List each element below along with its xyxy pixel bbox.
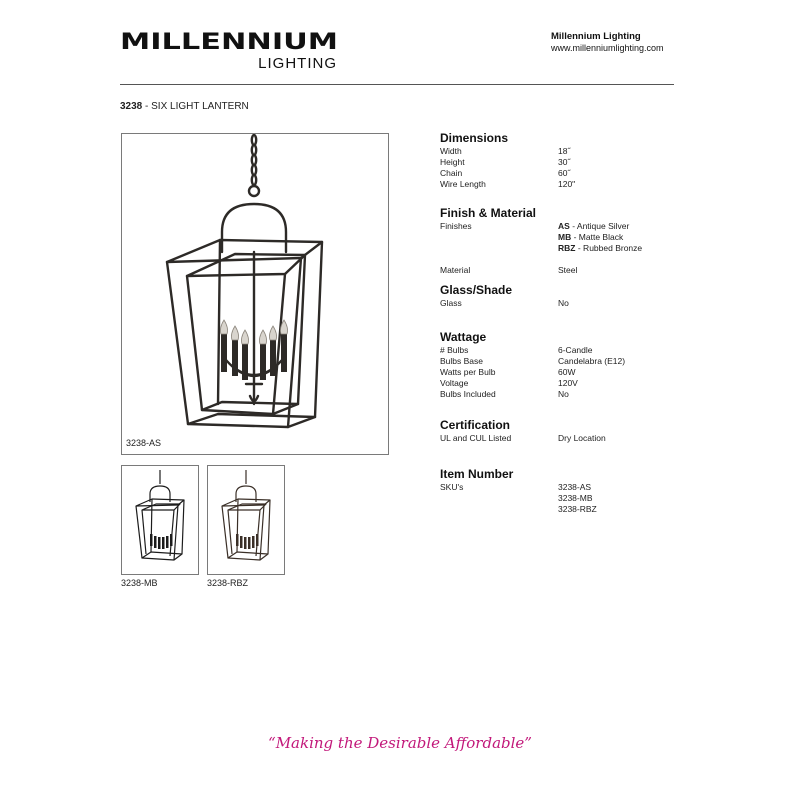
item-number-heading: Item Number	[440, 467, 514, 481]
logo-word-millennium: MILLENNIUM	[120, 29, 338, 55]
sku-value: 3238-AS	[558, 482, 592, 492]
chain-value: 60˝	[558, 168, 571, 178]
dimensions-heading: Dimensions	[440, 131, 509, 145]
height-value: 30˝	[558, 157, 571, 167]
wire-length-label: Wire Length	[440, 179, 486, 189]
width-value: 18˝	[558, 146, 571, 156]
bulbs-base-value: Candelabra (E12)	[558, 356, 626, 366]
glass-shade-heading: Glass/Shade	[440, 283, 513, 297]
thumbnail-mb-caption: 3238-MB	[121, 578, 158, 588]
material-label: Material	[440, 265, 471, 275]
finish-as: AS - Antique Silver	[558, 221, 630, 231]
thumbnail-matte-black[interactable]	[121, 465, 199, 575]
bulbs-included-label: Bulbs Included	[440, 389, 496, 399]
ul-cul-value: Dry Location	[558, 433, 606, 443]
voltage-label: Voltage	[440, 378, 469, 388]
main-image-caption: 3238-AS	[126, 438, 162, 448]
product-name: - SIX LIGHT LANTERN	[145, 101, 249, 112]
chain-label: Chain	[440, 168, 463, 178]
material-value: Steel	[558, 265, 578, 275]
sku-value: 3238-MB	[558, 493, 593, 503]
finishes-label: Finishes	[440, 221, 472, 231]
finish-rbz: RBZ - Rubbed Bronze	[558, 243, 643, 253]
watts-per-bulb-value: 60W	[558, 367, 576, 377]
watts-per-bulb-label: Watts per Bulb	[440, 367, 496, 377]
thumbnail-rubbed-bronze[interactable]	[207, 465, 285, 575]
ul-cul-label: UL and CUL Listed	[440, 433, 512, 443]
wattage-heading: Wattage	[440, 330, 487, 344]
sku-value: 3238-RBZ	[558, 504, 597, 514]
header-divider	[120, 84, 674, 85]
bulbs-count-value: 6-Candle	[558, 345, 593, 355]
brand-tagline: “Making the Desirable Affordable”	[268, 734, 532, 752]
voltage-value: 120V	[558, 378, 578, 388]
main-product-image	[121, 133, 389, 455]
logo-word-lighting: LIGHTING	[258, 55, 337, 70]
company-website[interactable]: www.millenniumlighting.com	[551, 43, 664, 53]
millennium-lighting-logo	[120, 28, 340, 70]
height-label: Height	[440, 157, 465, 167]
bulbs-count-label: # Bulbs	[440, 345, 469, 355]
thumbnail-rbz-caption: 3238-RBZ	[207, 578, 249, 588]
lantern-illustration	[122, 134, 388, 454]
company-name: Millennium Lighting	[551, 31, 641, 42]
bulbs-included-value: No	[558, 389, 569, 399]
lantern-thumb-mb-icon	[122, 466, 198, 574]
product-code: 3238	[120, 101, 143, 112]
chain-icon	[252, 135, 256, 185]
finish-mb: MB - Matte Black	[558, 232, 624, 242]
product-title	[120, 101, 249, 112]
width-label: Width	[440, 146, 462, 156]
sku-label: SKU's	[440, 482, 464, 492]
lantern-thumb-rbz-icon	[208, 466, 284, 574]
certification-heading: Certification	[440, 418, 511, 432]
wire-length-value: 120"	[558, 179, 576, 189]
glass-label: Glass	[440, 298, 462, 308]
glass-value: No	[558, 298, 569, 308]
finish-material-heading: Finish & Material	[440, 206, 537, 220]
bulbs-base-label: Bulbs Base	[440, 356, 483, 366]
